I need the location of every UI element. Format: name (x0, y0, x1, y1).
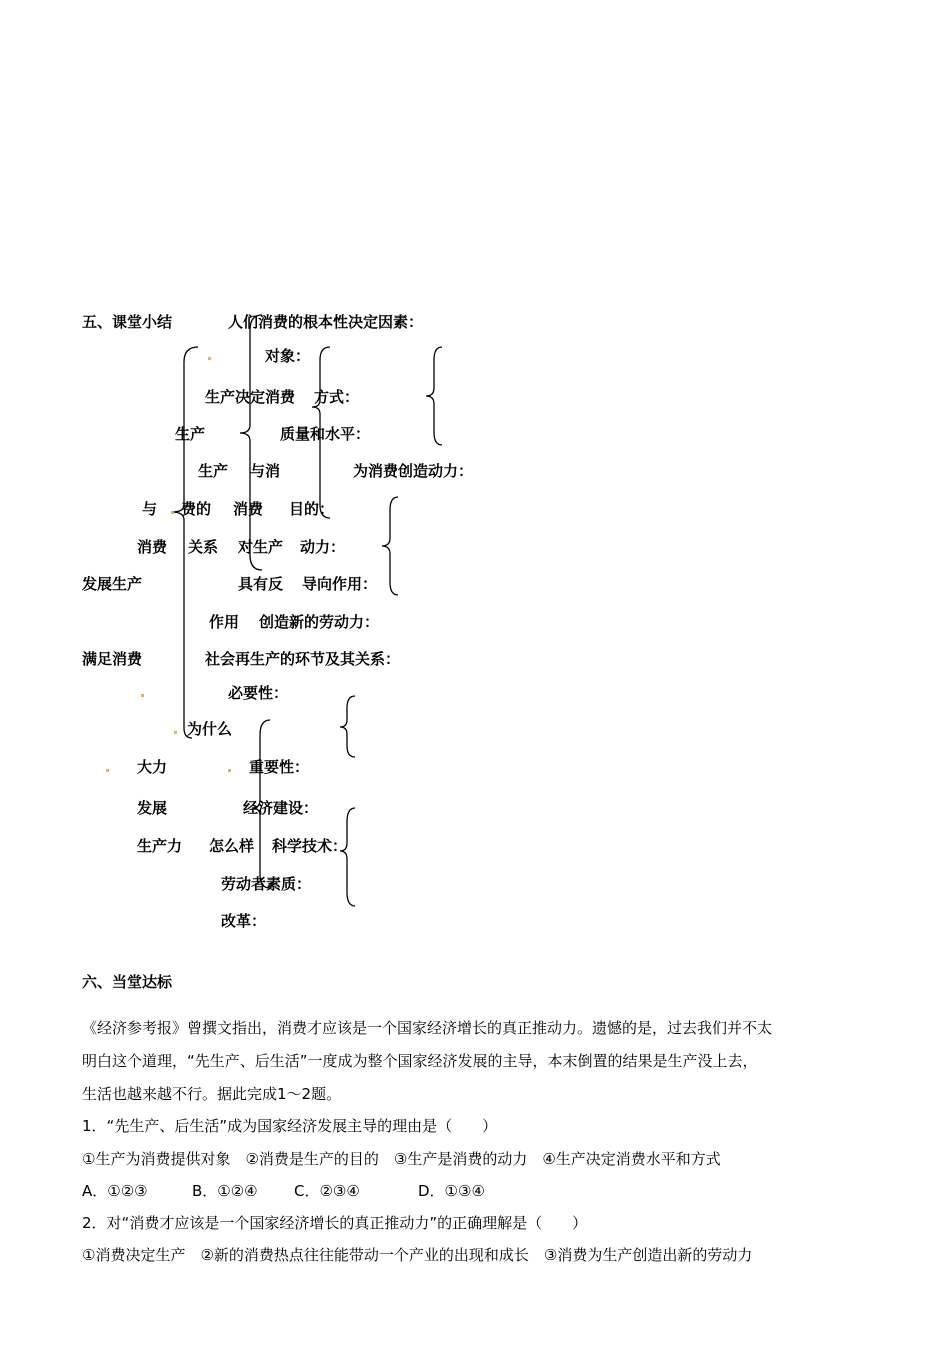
label-effect: 作用 (209, 613, 240, 631)
label-necessity: 必要性： (228, 684, 289, 702)
label-object: 对象： (265, 347, 311, 365)
brace-right-2 (382, 497, 398, 595)
brace-right-1 (426, 347, 442, 445)
label-motive: 动力： (300, 538, 346, 556)
label-and-cons: 与消 (250, 462, 281, 480)
decor-dot (174, 731, 177, 734)
label-satisfy: 满足消费 (82, 650, 143, 668)
label-science: 科学技术： (272, 837, 348, 855)
label-productivity: 生产力 (137, 837, 183, 855)
decor-dot (106, 769, 109, 772)
label-why: 为什么 (187, 720, 233, 738)
passage-line-2: 明白这个道理，“先生产、后生活”一度成为整个国家经济发展的主导，本末倒置的结果是生产没上去， (82, 1052, 758, 1070)
passage-line-3: 生活也越来越不行。据此完成1～2题。 (82, 1085, 342, 1103)
label-dali: 大力 (137, 758, 168, 776)
label-yu: 与 (142, 500, 158, 518)
section-heading-exercise: 六、当堂达标 (82, 973, 173, 991)
label-worker: 劳动者素质： (221, 875, 312, 893)
label-production: 生产 (175, 425, 206, 443)
question-1-statements: ①生产为消费提供对象 ②消费是生产的目的 ③生产是消费的动力 ④生产决定消费水平和方式 (82, 1150, 721, 1168)
label-to-prod: 对生产 (238, 538, 284, 556)
brace-right-3 (340, 696, 355, 757)
decor-dot (208, 357, 211, 360)
label-reform: 改革： (221, 912, 267, 930)
question-2-statements: ①消费决定生产 ②新的消费热点往往能带动一个产业的出现和成长 ③消费为生产创造出新的劳动力 (82, 1246, 753, 1264)
label-new-labor: 创造新的劳动力： (259, 613, 380, 631)
label-determinant: 人们消费的根本性决定因素： (228, 313, 424, 331)
section-heading-summary: 五、课堂小结 (82, 313, 173, 331)
brace-production (240, 315, 262, 570)
label-method: 方式： (314, 388, 360, 406)
label-relation: 关系 (188, 538, 219, 556)
decor-dot (171, 511, 174, 514)
label-quality: 质量和水平： (280, 425, 371, 443)
label-guiding: 导向作用： (302, 575, 378, 593)
label-develop: 发展 (137, 799, 168, 817)
label-purpose: 目的： (289, 500, 335, 518)
question-1: 1．“先生产、后生活”成为国家经济发展主导的理由是（ ） (82, 1117, 498, 1135)
label-econ: 经济建设： (243, 799, 319, 817)
label-has-reverse: 具有反 (238, 575, 284, 593)
question-1-option-c: C．②③④ (294, 1182, 360, 1200)
question-2: 2．对“消费才应该是一个国家经济增长的真正推动力”的正确理解是（ ） (82, 1214, 588, 1232)
label-fei-de: 费的 (181, 500, 212, 518)
passage-line-1: 《经济参考报》曾撰文指出，消费才应该是一个国家经济增长的真正推动力。遗憾的是，过去我们并不太 (82, 1019, 773, 1037)
label-prod-decides: 生产决定消费 (205, 388, 296, 406)
label-power-for-cons: 为消费创造动力： (353, 462, 474, 480)
label-reproduction: 社会再生产的环节及其关系： (205, 650, 401, 668)
question-1-option-a: A．①②③ (82, 1182, 148, 1200)
label-how: 怎么样 (209, 837, 255, 855)
label-cons2: 消费 (137, 538, 168, 556)
label-consumption: 消费 (233, 500, 264, 518)
label-dev-prod: 发展生产 (82, 575, 143, 593)
label-production2: 生产 (198, 462, 229, 480)
decor-dot (228, 769, 231, 772)
question-1-option-d: D．①③④ (418, 1182, 485, 1200)
question-1-option-b: B．①②④ (192, 1182, 258, 1200)
decor-dot (141, 694, 144, 697)
brace-right-4 (340, 808, 355, 906)
label-importance: 重要性： (249, 758, 310, 776)
